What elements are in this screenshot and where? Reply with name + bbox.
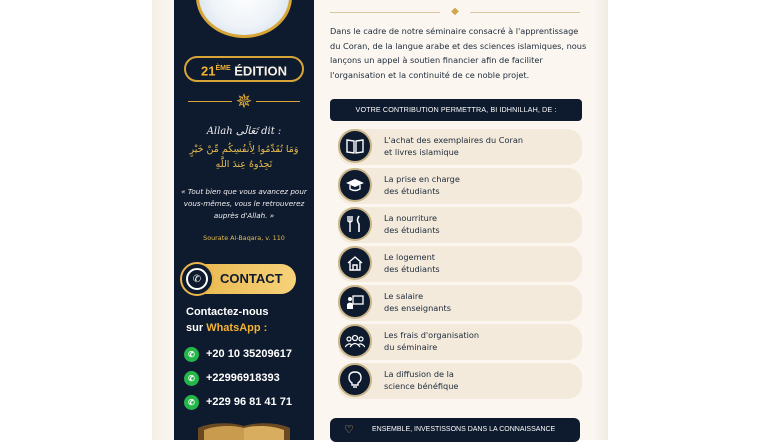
item-line1: La diffusion de la [384,369,454,379]
verse-arabic: وَمَا تُقَدِّمُوا لِأَنفُسِكُم مِّنْ خَيْرٍ تَجِدُوهُ عِندَ اللَّهِ [189,144,299,170]
list-item [338,363,582,399]
group-icon [338,324,372,358]
item-line1: Le salaire [384,291,424,301]
contact-label: CONTACT [220,271,283,286]
logo-emblem [196,0,292,38]
list-item [338,207,582,243]
teacher-icon [338,285,372,319]
phone-number-1: +20 10 35209617 [206,348,292,360]
list-item [338,168,582,204]
allah-dit-label: Allah تَعَالَى dit : [206,126,282,137]
ornament-divider [184,90,304,112]
page-edge-right [592,0,608,440]
list-item [338,246,582,282]
item-line2: du séminaire [384,342,438,353]
list-item [338,285,582,321]
item-line1: Le logement [384,252,435,262]
graduation-cap-icon [338,168,372,202]
flower-ornament-icon: ✵ [235,89,253,113]
diamond-ornament-icon: ◆ [451,6,459,17]
verse-translation: « Tout bien que vous avancez pour vous-mêmes, vous le retrouverez auprès d'Allah. » [181,187,307,220]
item-line2: science bénéfique [384,381,459,392]
intro-paragraph: Dans le cadre de notre séminaire consacré à l'apprentissage du Coran, de la langue arabe et des sciences islamiques, nous lançons un appel à soutien financier afin de faciliter l'organisation et la continuité de ce noble projet. [330,26,587,80]
utensils-icon [338,207,372,241]
edition-number: 21 [201,63,216,79]
contribution-banner: VOTRE CONTRIBUTION PERMETTRA, BI IDHNILLAH, DE : [330,99,582,121]
phone-number-3: +229 96 81 41 71 [206,396,292,408]
contactez-text [186,304,269,336]
edition-badge [184,56,304,82]
phone-row-3[interactable] [184,393,292,411]
item-line2: des étudiants [384,186,440,197]
whatsapp-icon: ✆ [184,347,199,362]
phone-row-2[interactable] [184,369,280,387]
item-line1: L'achat des exemplaires du Coran [384,135,524,145]
item-line2: et livres islamique [384,147,459,158]
item-line2: des enseignants [384,303,451,314]
whatsapp-icon: ✆ [184,395,199,410]
item-line1: La nourriture [384,213,438,223]
house-icon [338,246,372,280]
contactez-sur: sur [186,322,204,334]
contactez-whatsapp: WhatsApp : [206,322,268,334]
item-line1: La prise en charge [384,174,460,184]
phone-number-2: +22996918393 [206,372,280,384]
right-panel [314,0,592,440]
list-item [338,324,582,360]
bottom-banner-text: ENSEMBLE, INVESTISSONS DANS LA CONNAISSANCE [372,426,556,433]
contact-button[interactable] [184,264,296,294]
lightbulb-icon [338,363,372,397]
whatsapp-icon: ✆ [184,371,199,386]
list-item [338,129,582,165]
book-icon [338,129,372,163]
edition-suffix: ÈME [215,65,231,72]
page-edge-left [152,0,176,440]
top-ornament [330,7,580,17]
item-line2: des étudiants [384,225,440,236]
item-line1: Les frais d'organisation [384,330,480,340]
verse-reference: Sourate Al-Baqara, v. 110 [203,234,285,242]
whatsapp-icon: ✆ [180,262,214,296]
phone-row-1[interactable] [184,345,292,363]
heart-icon: ♡ [344,424,354,436]
item-line2: des étudiants [384,264,440,275]
edition-word: ÉDITION [234,63,287,79]
left-panel [174,0,314,440]
open-book-illustration [196,422,292,440]
bottom-banner [330,418,580,442]
contactez-line1: Contactez-nous [186,306,269,318]
